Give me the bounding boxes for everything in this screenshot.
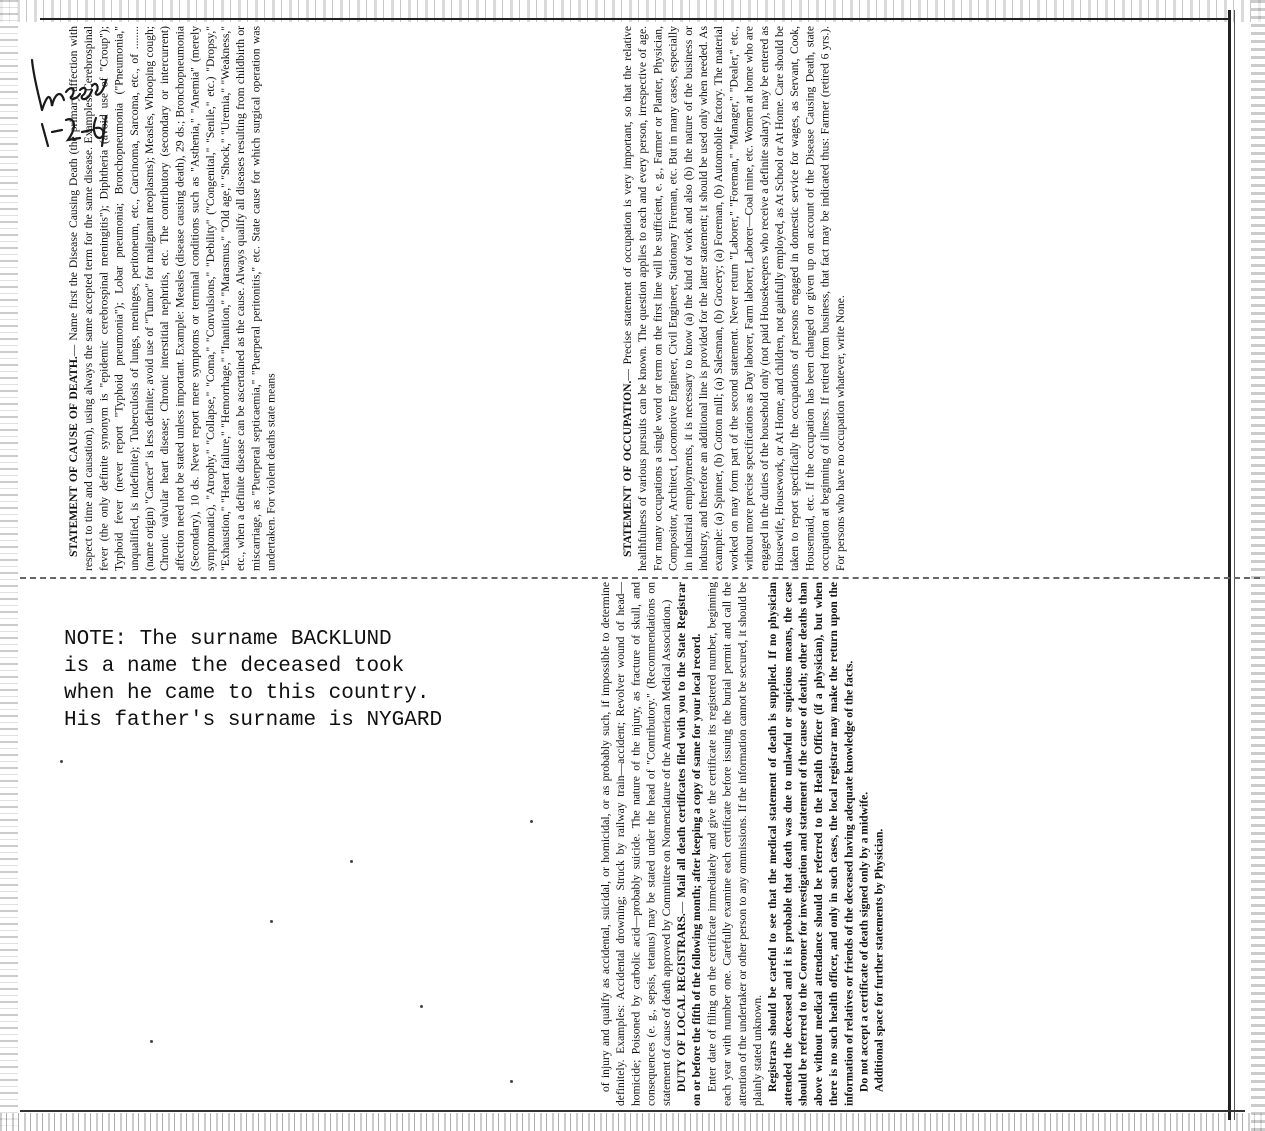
note-line-3: when he came to this country.: [64, 682, 430, 705]
occupation-paragraph: STATEMENT OF OCCUPATION.— Precise statement of occupation is very important, so that the relative healthfulness of various pursuits can be known. The question applies to each and every person, irrespective of age. For many occupations a single word or term on the first line will be sufficient, e. g., Farmer or Planter, Physician, Compositor, Architect, Locomotive Engineer, Civil Engineer, Stationary Fireman, etc. But in many cases, especially in industrial employments, it is necessary to know (a) the kind of work and also (b) the nature of the business or industry, and therefore an additional line is provided for the latter statement; it should be used only when needed. As example: (a) Spinner, (b) Cotton mill; (a) Salesman, (b) Grocery; (a) Foreman, (b) Automobile factory. The material worked on may form part of the second statement. Never return "Laborer," "Foreman," "Manager," "Dealer," etc., without more precise specifications as Day laborer, Farm laborer, Laborer—Coal mine, etc. Women at home who are engaged in the duties of the household only (not paid Housekeepers who receive a definite salary), may be entered as Housewife, Housework, or At Home, and children, not gainfully employed, as At School or At Home. Care should be taken to report specifically the occupations of persons engaged in domestic service for wages, as Servant, Cook, Housemaid, etc. If the occupation has been changed or given up on account of the Disease Causing Death, state occupation at beginning of illness. If retired from business, that fact may be indicated thus: Farmer (retired 6 yrs.). For persons who have no occupation whatever, write None.: [621, 26, 847, 571]
handwriting-icon: [22, 40, 112, 150]
duty-paragraph-4: Do not accept a certificate of death signed only by a midwife.: [857, 791, 871, 1092]
bottom-border-rule: [20, 1110, 1245, 1112]
scan-speck: [510, 1080, 513, 1083]
duty-paragraph-2: Enter date of filing on the certificate immediately and give the certificate its registered number, beginning each year with number one. Carefully examine each certificate before issuing the burial permit and call the attention of the undertaker or other person to any ommissions. If the information cannot be secured, it should be plainly stated unknown.: [705, 582, 765, 1106]
scan-edge-bottom: [0, 1113, 1265, 1131]
typed-note: [64, 626, 584, 734]
injury-paragraph: of injury and qualify as accidental, suicidal, or homicidal, or as probably such, if impossible to determine definitely. Examples: Accidental drowning; Struck by railway train—accident; Revolver wound of head—homicide; Poisoned by carbolic acid—probably suicide. The nature of the injury, as fracture of skull, and consequences (e. g., sepsis, tetanus) may be stated under the head of "Contributory." (Recommendations on statement of cause of death approved by Committee on Nomenclature of the American Medical Association.): [599, 582, 673, 1106]
scan-speck: [150, 1040, 153, 1043]
right-border-rule-thin: [1234, 10, 1235, 1120]
note-line-4: His father's surname is NYGARD: [64, 709, 443, 732]
scan-speck: [60, 760, 63, 763]
cause-body: Name first the Disease Causing Death (the primary affection with respect to time and causation), using always the same accepted term for the same disease. Examples: Cerebrospinal fever (the only definite synonym is "epidemic cerebrospinal meningitis"); Diphtheria (avoid use of "Croup"); Typhoid fever (never report "Typhoid pneumonia"); Lobar pneumonia; Bronchopneumonia ("Pneumonia," unqualified, is indefinite); Tuberculosis of lungs, meninges, peritoneum, etc., Carcinoma, Sarcoma, etc., of ........ (name origin) "Cancer" is less definite; avoid use of "Tumor" for malignant neoplasms); Measles, Whooping cough; Chronic valvular heart disease; Chronic interstitial nephritis, etc. The contributory (secondary or intercurrent) affection need not be stated unless important. Example: Measles (disease causing death), 29 ds.; Bronchopneumonia (Secondary), 10 ds. Never report mere symptoms or terminal conditions such as "Asthenia," "Anemia" (merely symptomatic), "Atrophy," "Collapse," "Coma," "Convulsions," "Debility" ("Congenital," "Senile," etc.) "Dropsy," "Exhaustion," "Heart failure," "Hemorrhage," "Inanition," "Marasmus," "Old age," "Shock," "Uremia," "Weakness," etc., when a definite disease can be ascertained as the cause. Always qualify all diseases resulting from childbirth or miscarriage, as "Puerperal septicaemia," "Puerperal peritonitis," etc. State cause for which surgical operation was undertaken. For violent deaths state means: [67, 25, 278, 571]
cause-heading: STATEMENT OF CAUSE OF DEATH.: [67, 356, 80, 557]
note-line-1: NOTE: The surname BACKLUND: [64, 628, 392, 651]
scan-speck: [530, 820, 533, 823]
registrar-duty-section: [598, 582, 1232, 1106]
cause-paragraph: STATEMENT OF CAUSE OF DEATH.— Name first the Disease Causing Death (the primary affection with respect to time and causation), using always the same accepted term for the same disease. Examples: Cerebrospinal fever (the only definite synonym is "epidemic cerebrospinal meningitis"); Diphtheria (avoid use of "Croup"); Typhoid fever (never report "Typhoid pneumonia"); Lobar pneumonia; Bronchopneumonia ("Pneumonia," unqualified, is indefinite); Tuberculosis of lungs, meninges, peritoneum, etc., Carcinoma, Sarcoma, etc., of ........ (name origin) "Cancer" is less definite; avoid use of "Tumor" for malignant neoplasms); Measles, Whooping cough; Chronic valvular heart disease; Chronic interstitial nephritis, etc. The contributory (secondary or intercurrent) affection need not be stated unless important. Example: Measles (disease causing death), 29 ds.; Bronchopneumonia (Secondary), 10 ds. Never report mere symptoms or terminal conditions such as "Asthenia," "Anemia" (merely symptomatic), "Atrophy," "Collapse," "Coma," "Convulsions," "Debility" ("Congenital," "Senile," etc.) "Dropsy," "Exhaustion," "Heart failure," "Hemorrhage," "Inanition," "Marasmus," "Old age," "Shock," "Uremia," "Weakness," etc., when a definite disease can be ascertained as the cause. Always qualify all diseases resulting from childbirth or miscarriage, as "Puerperal septicaemia," "Puerperal peritonitis," etc. State cause for which surgical operation was undertaken. For violent deaths state means: [67, 25, 278, 571]
additional-space-label: Additional space for further statements by Physician.: [872, 828, 886, 1092]
duty-paragraph-3: Registrars should be careful to see that the medical statement of death is supplied. If no physician attended the deceased and it is probable that death was due to unlawful or supicious means, the case should be referred to the Coroner for investigation and statement of the cause of death; other deaths than above without medical attendance should be referred to the Health Officer (if a physician), but when there is no such health officer, and only in such cases, the local registrar may make the return upon the information of relatives or friends of the deceased having adequate knowledge of the facts.: [766, 582, 856, 1106]
duty-paragraph-1: DUTY OF LOCAL REGISTRARS.— Mail all death certificates filed with you to the State Registrar on or before the fifth of the following month; after keeping a copy of same for your local record.: [675, 581, 704, 1106]
scan-edge-right: [1251, 0, 1265, 1131]
duty-heading: DUTY OF LOCAL REGISTRARS.: [675, 913, 689, 1092]
scan-speck: [420, 1005, 423, 1008]
occupation-section: [620, 26, 1232, 571]
scan-edge-left: [0, 0, 18, 1131]
handwritten-annotation: [22, 40, 112, 150]
duty-body-1: Mail all death certificates filed with you to the State Registrar on or before the fifth of the following month; after keeping a copy of same for your local record.: [675, 581, 704, 1106]
scan-speck: [350, 860, 353, 863]
occupation-body: Precise statement of occupation is very important, so that the relative healthfulness of various pursuits can be known. The question applies to each and every person, irrespective of age. For many occupations a single word or term on the first line will be sufficient, e. g., Farmer or Planter, Physician, Compositor, Architect, Locomotive Engineer, Civil Engineer, Stationary Fireman, etc. But in many cases, especially in industrial employments, it is necessary to know (a) the kind of work and also (b) the nature of the business or industry, and therefore an additional line is provided for the latter statement; it should be used only when needed. As example: (a) Spinner, (b) Cotton mill; (a) Salesman, (b) Grocery; (a) Foreman, (b) Automobile factory. The material worked on may form part of the second statement. Never return "Laborer," "Foreman," "Manager," "Dealer," etc., without more precise specifications as Day laborer, Farm laborer, Laborer—Coal mine, etc. Women at home who are engaged in the duties of the household only (not paid Housekeepers who receive a definite salary), may be entered as Housewife, Housework, or At Home, and children, not gainfully employed, as At School or At Home. Care should be taken to report specifically the occupations of persons engaged in domestic service for wages, as Servant, Cook, Housemaid, etc. If the occupation has been changed or given up on account of the Disease Causing Death, state occupation at beginning of illness. If retired from business, that fact may be indicated thus: Farmer (retired 6 yrs.). For persons who have no occupation whatever, write None.: [621, 26, 847, 571]
note-line-2: is a name the deceased took: [64, 655, 405, 678]
cause-of-death-section: [66, 26, 606, 571]
top-border-rule: [40, 18, 1230, 20]
scan-speck: [270, 920, 273, 923]
occupation-heading: STATEMENT OF OCCUPATION.: [621, 380, 634, 557]
fold-line: [20, 577, 1260, 579]
